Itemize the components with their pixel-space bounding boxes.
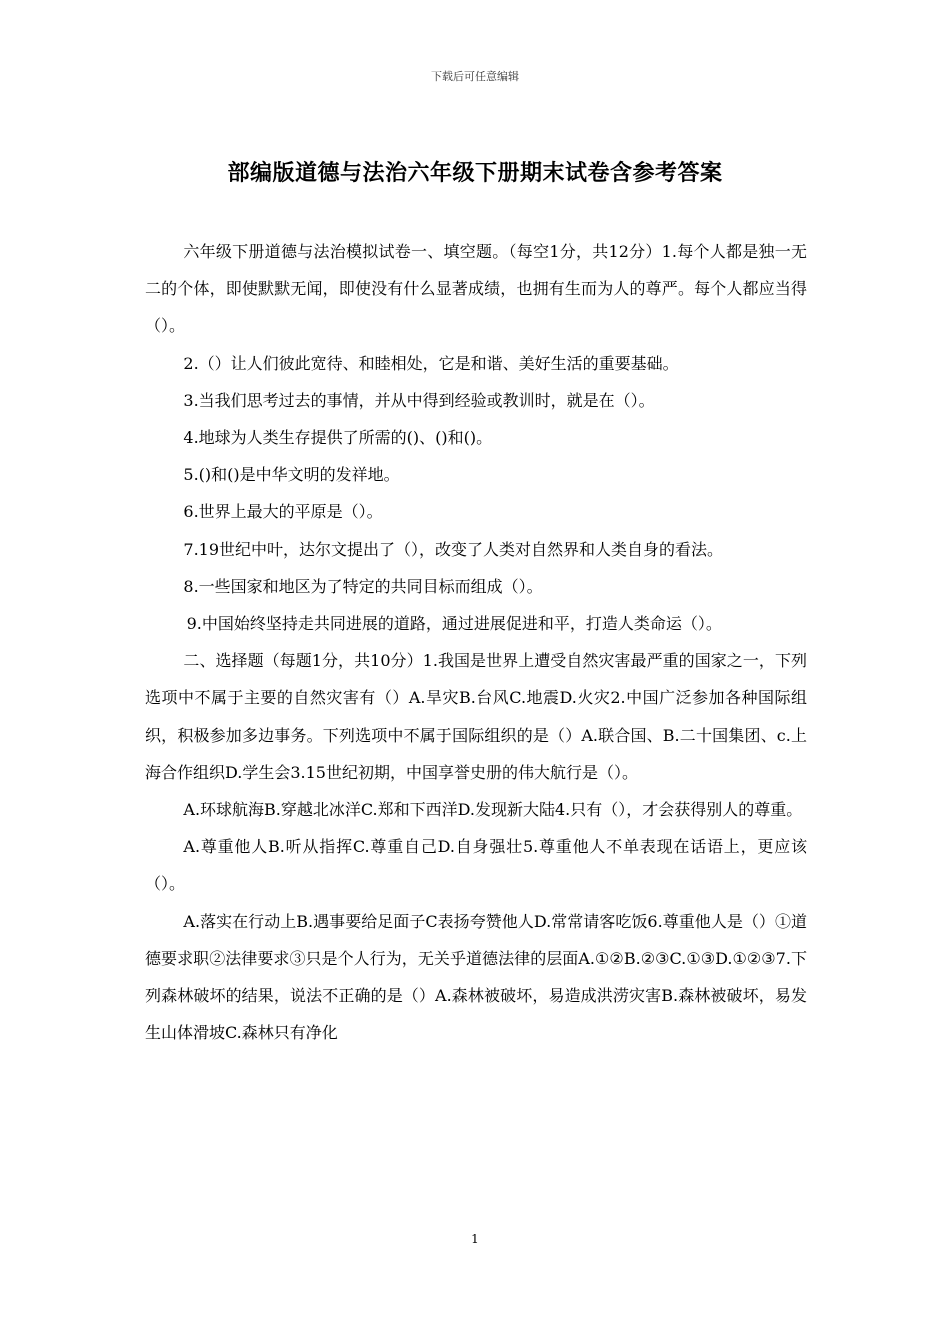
paragraph-options-q4-q5: A.尊重他人B.听从指挥C.尊重自己D.自身强壮5.尊重他人不单表现在话语上，更应该（）。 [145, 837, 807, 894]
paragraph-q7: 7.19世纪中叶，达尔文提出了（），改变了人类对自然界和人类自身的看法。 [183, 539, 724, 559]
header-note: 下载后可任意编辑 [431, 70, 519, 83]
paragraph-q4: 4.地球为人类生存提供了所需的()、()和()。 [183, 428, 493, 448]
paragraph-q6: 6.世界上最大的平原是（）。 [183, 502, 383, 522]
paragraph-q3: 3.当我们思考过去的事情，并从中得到经验或教训时，就是在（）。 [183, 390, 655, 410]
paragraph-q9: 9.中国始终坚持走共同进展的道路，通过进展促进和平，打造人类命运（）。 [186, 614, 722, 634]
paragraph-q5: 5.()和()是中华文明的发祥地。 [183, 465, 400, 485]
paragraph-section-two: 二、选择题（每题1分，共10分）1.我国是世界上遭受自然灾害最严重的国家之一，下列选项中不属于主要的自然灾害有（）A.旱灾B.台风C.地震D.火灾2.中国广泛参加各种国际组织，积极参加多边事务。下列选项中不属于国际组织的是（）A.联合国、B.二十国集团、c.上海合作组织D.学生会3.15世纪初期，中国享誉史册的伟大航行是（）。 [145, 651, 807, 782]
paragraph-q2: 2.（）让人们彼此宽待、和睦相处，它是和谐、美好生活的重要基础。 [183, 353, 679, 373]
document-body [145, 233, 807, 1051]
page-title: 部编版道德与法治六年级下册期末试卷含参考答案 [227, 160, 723, 186]
paragraph-options-q3-q4: A.环球航海B.穿越北冰洋C.郑和下西洋D.发现新大陆4.只有（），才会获得别人的尊重。 [183, 800, 803, 820]
paragraph-q8: 8.一些国家和地区为了特定的共同目标而组成（）。 [183, 576, 543, 596]
paragraph-options-q5-q7: A.落实在行动上B.遇事要给足面子C表扬夸赞他人D.常常请客吃饭6.尊重他人是（）①道德要求职②法律要求③只是个人行为，无关乎道德法律的层面A.①②B.②③C.①③D.①②③7.下列森林破坏的结果，说法不正确的是（）A.森林被破坏，易造成洪涝灾害B.森林被破坏，易发生山体滑坡C.森林只有净化 [145, 911, 807, 1043]
paragraph-intro-q1: 六年级下册道德与法治模拟试卷一、填空题。（每空1分，共12分）1.每个人都是独一无二的个体，即使默默无闻，即使没有什么显著成绩，也拥有生而为人的尊严。每个人都应当得（）。 [145, 242, 807, 336]
page-number: 1 [471, 1232, 479, 1246]
